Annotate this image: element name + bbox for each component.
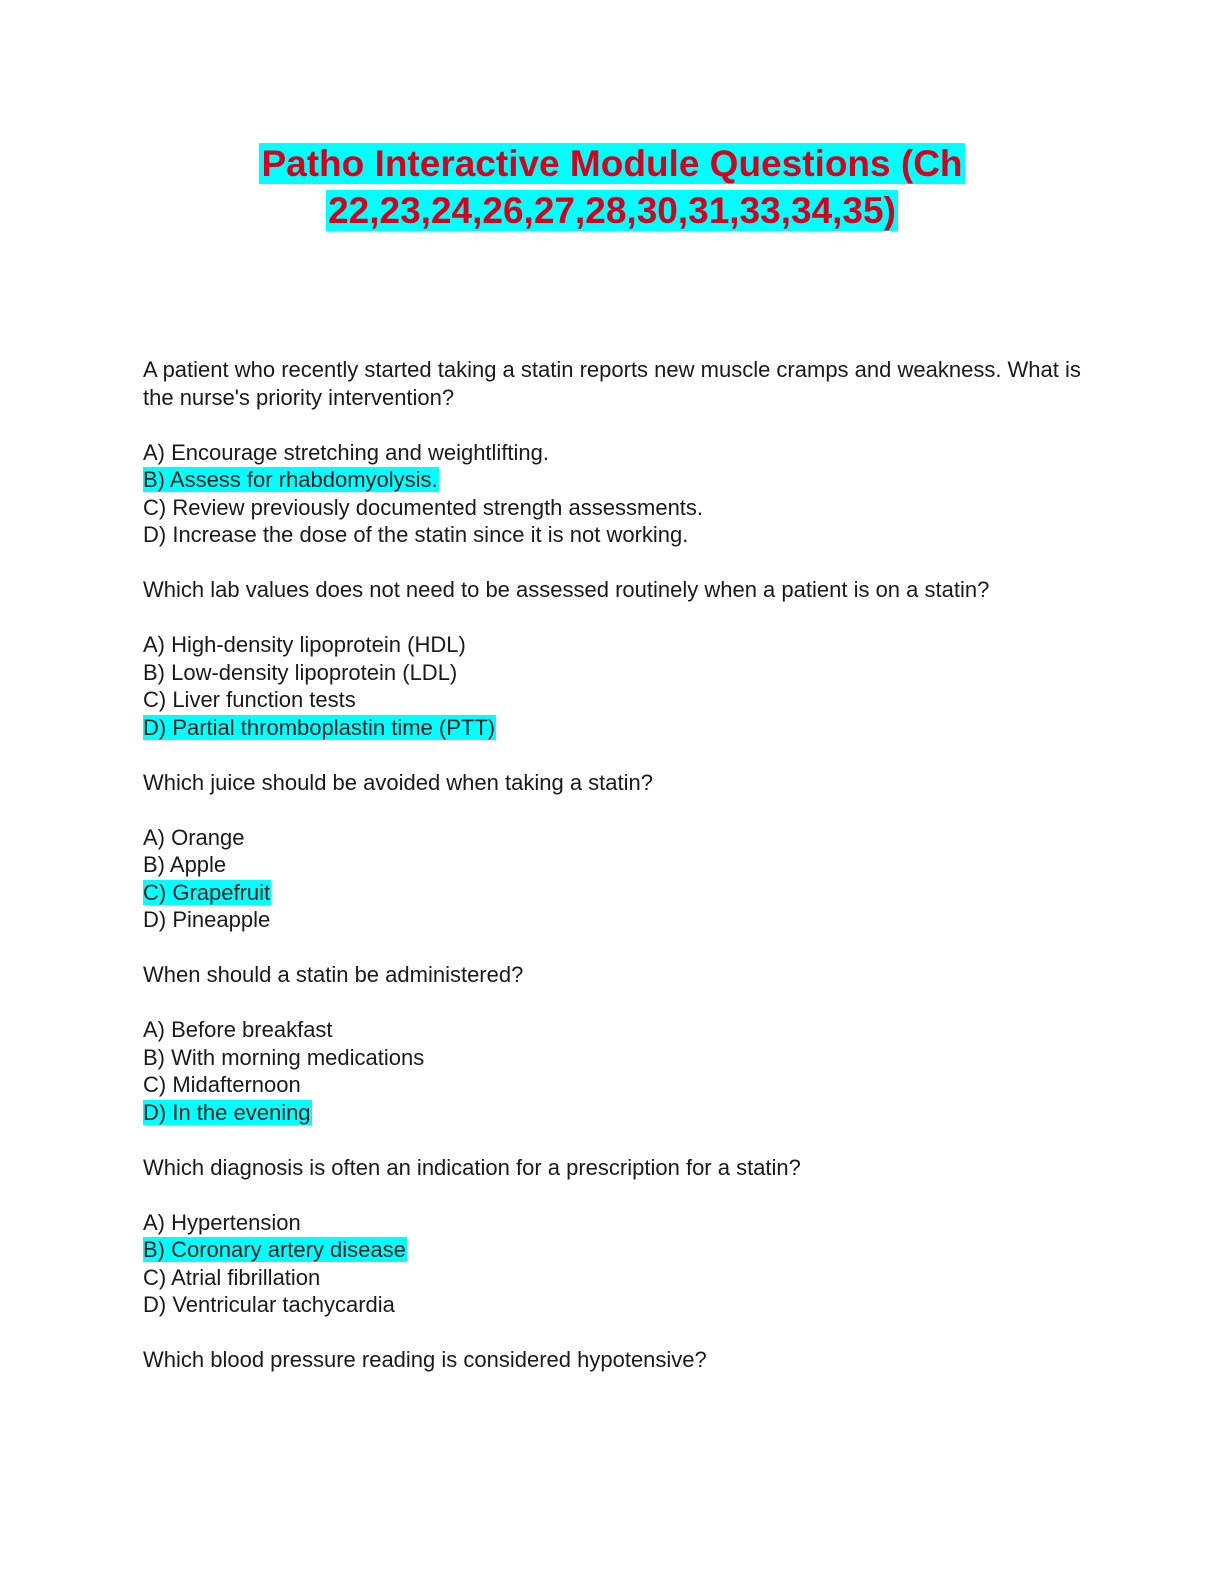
- question-text: Which lab values does not need to be assessed routinely when a patient is on a statin?: [143, 577, 990, 602]
- question-block: [143, 961, 1103, 1126]
- answer-option-correct: D) Partial thromboplastin time (PTT): [143, 714, 496, 740]
- question-block: [143, 1154, 1103, 1319]
- answer-option: A) Before breakfast: [143, 1017, 333, 1042]
- answer-option: A) Encourage stretching and weightlifting.: [143, 439, 550, 465]
- answer-option: D) Ventricular tachycardia: [143, 1292, 395, 1317]
- question-text: Which juice should be avoided when taking a statin?: [143, 769, 653, 795]
- answer-option: D) Increase the dose of the statin since it is not working.: [143, 522, 689, 547]
- question-list: [143, 356, 1103, 1374]
- answer-option: A) Hypertension: [143, 1209, 301, 1235]
- answer-option-correct: B) Assess for rhabdomyolysis.: [143, 467, 438, 492]
- question-text: When should a statin be administered?: [143, 962, 524, 987]
- answer-option: C) Review previously documented strength assessments.: [143, 494, 704, 520]
- question-block: [143, 356, 1103, 549]
- answer-option-correct: B) Coronary artery disease: [143, 1237, 406, 1262]
- question-text: Which blood pressure reading is considered hypotensive?: [143, 1347, 707, 1372]
- answer-option: B) Low-density lipoprotein (LDL): [143, 659, 458, 685]
- question-text: A patient who recently started taking a statin reports new muscle cramps and weakness. What is the nurse's priority intervention?: [143, 357, 1081, 410]
- answer-option: C) Liver function tests: [143, 687, 356, 712]
- question-block: [143, 1346, 1103, 1374]
- answer-options: [143, 824, 1103, 934]
- answer-options: [143, 1016, 1103, 1126]
- answer-option: A) Orange: [143, 824, 245, 850]
- answer-option: A) High-density lipoprotein (HDL): [143, 632, 466, 657]
- answer-option: C) Midafternoon: [143, 1072, 301, 1097]
- answer-options: [143, 1209, 1103, 1319]
- answer-option: B) Apple: [143, 852, 227, 877]
- question-block: [143, 769, 1103, 934]
- answer-option-correct: C) Grapefruit: [143, 879, 271, 905]
- title-line-2: 22,23,24,26,27,28,30,31,33,34,35): [328, 190, 896, 231]
- answer-options: [143, 439, 1103, 549]
- title-line-1: Patho Interactive Module Questions (Ch: [261, 143, 963, 184]
- answer-option: D) Pineapple: [143, 907, 271, 932]
- answer-option: B) With morning medications: [143, 1044, 425, 1070]
- answer-option-correct: D) In the evening: [143, 1099, 311, 1125]
- question-text: Which diagnosis is often an indication for a prescription for a statin?: [143, 1154, 801, 1180]
- page-title: [0, 140, 1224, 234]
- question-block: [143, 576, 1103, 741]
- answer-options: [143, 631, 1103, 741]
- answer-option: C) Atrial fibrillation: [143, 1264, 321, 1290]
